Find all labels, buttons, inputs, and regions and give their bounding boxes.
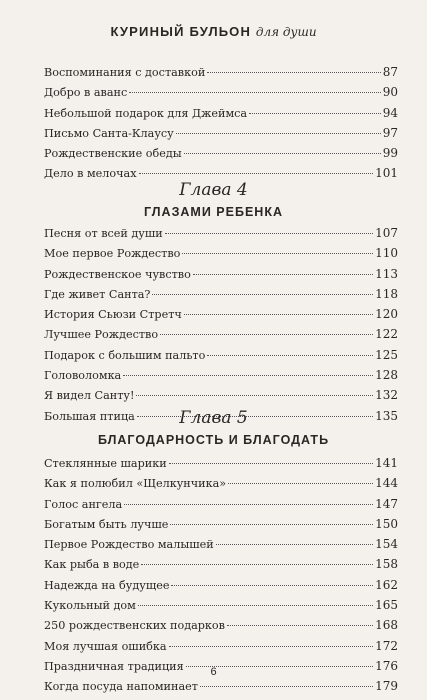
toc-entry bbox=[44, 62, 398, 82]
dot-leader bbox=[136, 395, 373, 396]
toc-chapter-4 bbox=[44, 223, 398, 426]
toc-entry-page: 113 bbox=[375, 266, 398, 281]
toc-entry bbox=[44, 676, 398, 696]
toc-entry bbox=[44, 595, 398, 615]
toc-entry-title: Подарок с большим пальто bbox=[44, 348, 206, 362]
toc-section-top bbox=[44, 62, 398, 184]
chapter-5-title: БЛАГОДАРНОСТЬ И БЛАГОДАТЬ bbox=[97, 433, 330, 447]
chapter-4-label: Глава 4 bbox=[179, 180, 248, 200]
dot-leader bbox=[152, 294, 373, 295]
toc-entry-page: 110 bbox=[375, 246, 398, 261]
toc-entry-title: Где живет Санта? bbox=[44, 287, 151, 301]
toc-entry bbox=[44, 143, 398, 163]
toc-entry bbox=[44, 82, 398, 102]
dot-leader bbox=[169, 646, 374, 647]
toc-entry-page: 87 bbox=[382, 65, 398, 79]
toc-entry bbox=[44, 534, 398, 554]
dot-leader bbox=[184, 314, 373, 315]
toc-entry-title: Как рыба в воде bbox=[44, 558, 140, 572]
running-head-script: для души bbox=[255, 25, 317, 39]
toc-entry bbox=[44, 223, 398, 243]
toc-entry bbox=[44, 345, 398, 365]
dot-leader bbox=[200, 686, 373, 687]
chapter-4-title: ГЛАЗАМИ РЕБЕНКА bbox=[144, 205, 283, 219]
dot-leader bbox=[193, 274, 373, 275]
toc-entry-page: 141 bbox=[375, 456, 398, 470]
toc-entry-title: Моя лучшая ошибка bbox=[44, 639, 167, 653]
dot-leader bbox=[169, 463, 373, 464]
toc-entry-title: Воспоминания с доставкой bbox=[44, 66, 206, 79]
dot-leader bbox=[138, 605, 373, 606]
toc-entry-title: Дело в мелочах bbox=[44, 167, 137, 181]
toc-entry-page: 107 bbox=[375, 226, 398, 240]
dot-leader bbox=[182, 253, 373, 254]
toc-entry-page: 135 bbox=[375, 408, 398, 423]
dot-leader bbox=[123, 375, 373, 376]
dot-leader bbox=[165, 233, 373, 234]
toc-entry-title: Как я полюбил «Щелкунчика» bbox=[44, 477, 227, 491]
toc-entry-title: Рождественские обеды bbox=[44, 147, 182, 161]
dot-leader bbox=[124, 504, 373, 505]
toc-entry-title: История Сьюзи Стретч bbox=[44, 308, 182, 322]
toc-entry-page: 125 bbox=[375, 347, 398, 362]
toc-entry bbox=[44, 123, 398, 143]
toc-entry bbox=[44, 494, 398, 514]
toc-entry-title: Я видел Санту! bbox=[44, 389, 135, 403]
toc-entry-page: 158 bbox=[375, 557, 398, 572]
dot-leader bbox=[129, 92, 380, 93]
toc-entry bbox=[44, 514, 398, 534]
toc-entry bbox=[44, 575, 398, 595]
toc-entry-title: Небольшой подарок для Джеймса bbox=[44, 106, 248, 120]
toc-entry-page: 94 bbox=[382, 105, 398, 120]
toc-entry bbox=[44, 473, 398, 493]
toc-entry-page: 120 bbox=[375, 307, 398, 322]
toc-entry-title: Мое первое Рождество bbox=[44, 247, 181, 261]
toc-entry-title: Головоломка bbox=[44, 369, 122, 383]
toc-entry-page: 168 bbox=[375, 618, 398, 633]
toc-entry-page: 99 bbox=[382, 146, 398, 161]
dot-leader bbox=[184, 153, 381, 154]
toc-entry-title: 250 рождественских подарков bbox=[44, 619, 225, 633]
toc-chapter-5 bbox=[44, 453, 398, 697]
dot-leader bbox=[170, 524, 373, 525]
toc-entry-page: 165 bbox=[375, 598, 398, 613]
toc-entry-page: 97 bbox=[382, 125, 398, 140]
toc-entry-title: Добро в аванс bbox=[44, 86, 128, 100]
toc-entry bbox=[44, 636, 398, 656]
dot-leader bbox=[141, 564, 373, 565]
dot-leader bbox=[249, 113, 381, 114]
toc-entry-title: Праздничная традиция bbox=[44, 659, 184, 673]
toc-entry-title: Стеклянные шарики bbox=[44, 457, 167, 470]
page-number: 6 bbox=[210, 666, 217, 678]
dot-leader bbox=[160, 334, 373, 335]
toc-entry-title: Богатым быть лучше bbox=[44, 517, 169, 531]
toc-entry-page: 122 bbox=[375, 327, 398, 342]
toc-entry-title: Письмо Санта-Клаусу bbox=[44, 126, 174, 140]
dot-leader bbox=[207, 355, 373, 356]
toc-entry bbox=[44, 103, 398, 123]
toc-entry bbox=[44, 284, 398, 304]
dot-leader bbox=[171, 585, 373, 586]
toc-entry-title: Первое Рождество малышей bbox=[44, 538, 214, 552]
toc-entry bbox=[44, 453, 398, 473]
toc-entry-page: 101 bbox=[375, 166, 398, 181]
dot-leader bbox=[176, 133, 381, 134]
dot-leader bbox=[207, 72, 380, 73]
toc-entry-title: Голос ангела bbox=[44, 497, 123, 511]
toc-entry-page: 118 bbox=[375, 286, 398, 301]
toc-entry-page: 172 bbox=[375, 638, 398, 653]
toc-entry-title: Большая птица bbox=[44, 409, 135, 423]
toc-entry bbox=[44, 324, 398, 344]
toc-entry-title: Лучшее Рождество bbox=[44, 328, 159, 342]
dot-leader bbox=[228, 483, 373, 484]
dot-leader bbox=[216, 544, 373, 545]
toc-entry-title: Рождественское чувство bbox=[44, 267, 191, 281]
toc-entry bbox=[44, 615, 398, 635]
running-head-title: КУРИНЫЙ БУЛЬОН bbox=[110, 24, 252, 39]
toc-entry-page: 162 bbox=[375, 577, 398, 592]
toc-entry bbox=[44, 243, 398, 263]
toc-entry-page: 90 bbox=[382, 85, 398, 100]
toc-entry-page: 132 bbox=[375, 388, 398, 403]
running-head bbox=[0, 24, 427, 39]
toc-entry-page: 179 bbox=[375, 679, 398, 694]
dot-leader bbox=[227, 625, 373, 626]
toc-entry bbox=[44, 304, 398, 324]
toc-entry-page: 176 bbox=[375, 658, 398, 673]
toc-entry-page: 144 bbox=[375, 476, 398, 491]
toc-entry-title: Песня от всей души bbox=[44, 227, 163, 240]
toc-entry bbox=[44, 264, 398, 284]
chapter-5-label: Глава 5 bbox=[179, 408, 248, 428]
toc-entry-page: 128 bbox=[375, 368, 398, 383]
dot-leader bbox=[139, 173, 374, 174]
toc-entry-page: 154 bbox=[375, 537, 398, 552]
toc-entry bbox=[44, 365, 398, 385]
toc-entry-page: 147 bbox=[375, 496, 398, 511]
toc-entry-title: Когда посуда напоминает bbox=[44, 680, 198, 694]
toc-entry bbox=[44, 554, 398, 574]
toc-entry-page: 150 bbox=[375, 516, 398, 531]
toc-entry-title: Кукольный дом bbox=[44, 599, 136, 613]
toc-entry-title: Надежда на будущее bbox=[44, 578, 170, 592]
toc-entry bbox=[44, 385, 398, 405]
